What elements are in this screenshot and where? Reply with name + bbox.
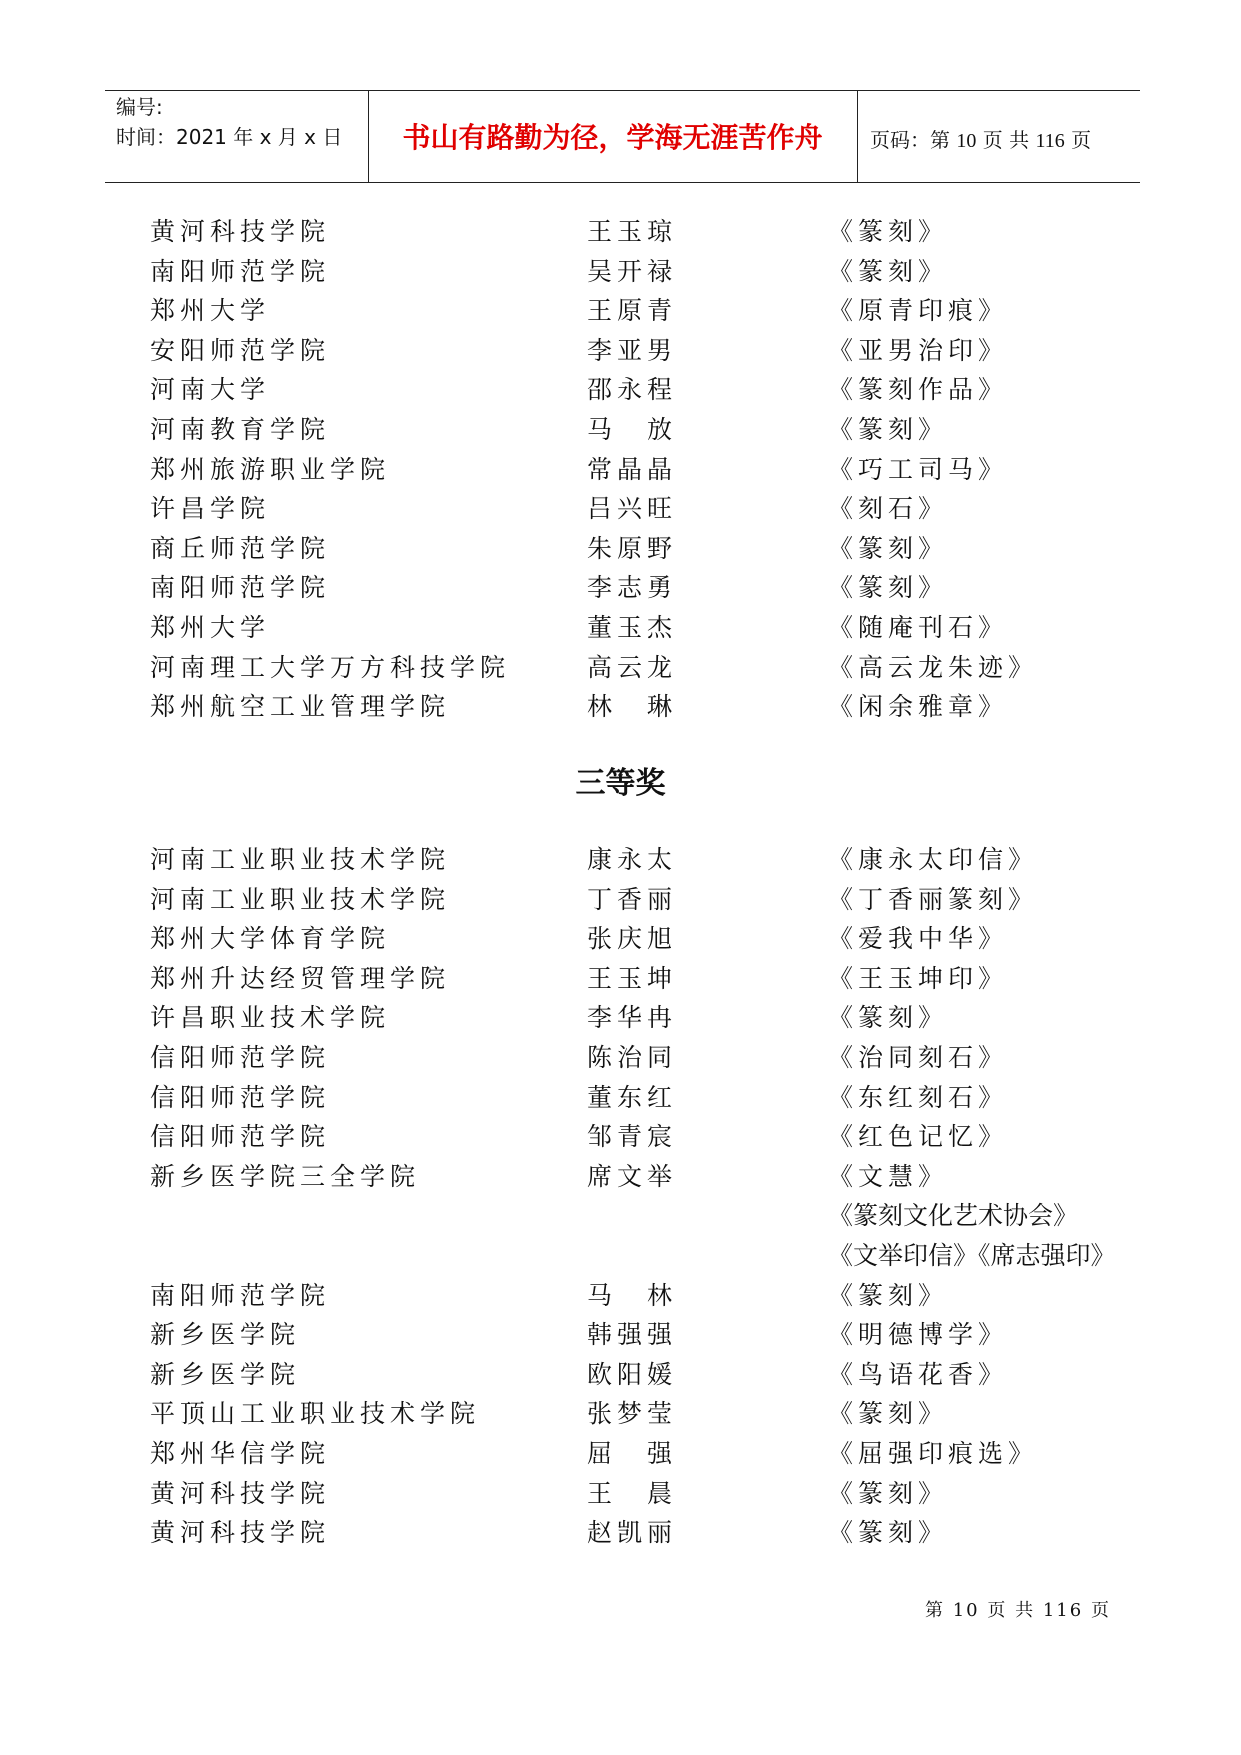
winner-name: 邹青宸 xyxy=(587,1122,678,1152)
footer-prefix: 第 xyxy=(925,1600,945,1621)
work-title: 《东红刻石》 xyxy=(828,1082,1009,1112)
work-title: 《篆刻》 xyxy=(828,1399,949,1429)
page-current: 10 xyxy=(956,130,977,152)
work-title: 《原青印痕》 xyxy=(828,296,1009,326)
school-name: 郑州大学 xyxy=(150,296,271,326)
work-title: 《篆刻文化艺术协会》 xyxy=(828,1201,1079,1231)
winner-name: 朱原野 xyxy=(587,533,678,563)
work-title: 《篆刻》 xyxy=(828,573,949,603)
winner-name: 李华冉 xyxy=(587,1003,678,1033)
work-title: 《王玉坤印》 xyxy=(828,963,1009,993)
header-meta xyxy=(116,92,342,152)
work-title: 《随庵刊石》 xyxy=(828,612,1009,642)
page-total: 116 xyxy=(1035,130,1065,152)
school-name: 黄河科技学院 xyxy=(150,1478,331,1508)
page-prefix: 页码：第 xyxy=(870,128,950,152)
school-name: 河南工业职业技术学院 xyxy=(150,845,451,874)
page-suffix: 页 xyxy=(1071,128,1092,152)
winner-name: 董玉杰 xyxy=(587,612,678,642)
winner-name: 王玉坤 xyxy=(587,963,678,993)
work-title: 《屈强印痕选》 xyxy=(828,1438,1039,1468)
work-title: 《巧工司马》 xyxy=(828,454,1009,484)
time-label: 时间：2021 年 x 月 x 日 xyxy=(116,125,343,149)
work-title: 《篆刻》 xyxy=(828,1518,949,1548)
winner-name: 赵凯丽 xyxy=(587,1518,678,1548)
work-title: 《文慧》 xyxy=(828,1161,949,1191)
school-name: 郑州大学 xyxy=(150,612,271,642)
school-name: 新乡医学院 xyxy=(150,1359,301,1389)
school-name: 河南大学 xyxy=(150,375,271,405)
school-name: 郑州航空工业管理学院 xyxy=(150,692,451,722)
winner-name: 邵永程 xyxy=(587,375,678,405)
school-name: 河南教育学院 xyxy=(150,414,331,444)
winner-name: 丁香丽 xyxy=(587,884,678,914)
school-name: 郑州升达经贸管理学院 xyxy=(150,963,451,993)
footer-suffix: 页 xyxy=(1090,1600,1111,1621)
school-name: 郑州大学体育学院 xyxy=(150,924,391,954)
work-title: 《高云龙朱迹》 xyxy=(828,652,1039,682)
school-name: 河南工业职业技术学院 xyxy=(150,884,451,914)
work-title: 《篆刻》 xyxy=(828,533,949,563)
winner-name: 韩强强 xyxy=(587,1320,678,1350)
page-footer xyxy=(925,1596,1111,1622)
work-title: 《治同刻石》 xyxy=(828,1042,1009,1072)
work-title: 《刻石》 xyxy=(828,494,949,524)
footer-mid: 页 共 xyxy=(987,1600,1036,1621)
work-title: 《篆刻》 xyxy=(828,1280,949,1310)
serial-label: 编号: xyxy=(116,95,163,119)
work-title: 《明德博学》 xyxy=(828,1320,1009,1350)
winner-name: 马 林 xyxy=(587,1280,678,1310)
winner-name: 林 琳 xyxy=(587,692,678,722)
winner-name: 高云龙 xyxy=(587,652,678,682)
school-name: 南阳师范学院 xyxy=(150,256,331,286)
winner-name: 吴开禄 xyxy=(587,256,678,286)
winner-name: 李志勇 xyxy=(587,573,678,603)
header-bottom-rule xyxy=(105,182,1140,183)
work-title: 《篆刻作品》 xyxy=(828,375,1009,405)
work-title: 《红色记忆》 xyxy=(828,1122,1009,1152)
school-name: 安阳师范学院 xyxy=(150,335,331,365)
school-name: 新乡医学院 xyxy=(150,1320,301,1350)
winner-name: 席文举 xyxy=(587,1161,678,1191)
winner-name: 张庆旭 xyxy=(587,924,678,954)
header-divider-right xyxy=(857,91,858,182)
school-name: 平顶山工业职业技术学院 xyxy=(150,1399,481,1429)
work-title: 《康永太印信》 xyxy=(828,845,1039,874)
page-mid: 页 共 xyxy=(982,128,1030,152)
school-name: 黄河科技学院 xyxy=(150,217,331,246)
winner-name: 王原青 xyxy=(587,296,678,326)
work-title: 《鸟语花香》 xyxy=(828,1359,1009,1389)
winner-name: 欧阳媛 xyxy=(587,1359,678,1389)
school-name: 南阳师范学院 xyxy=(150,1280,331,1310)
school-name: 商丘师范学院 xyxy=(150,533,331,563)
school-name: 许昌学院 xyxy=(150,494,271,524)
footer-current: 10 xyxy=(952,1600,980,1621)
section-title-third-prize: 三等奖 xyxy=(575,766,666,801)
winner-name: 康永太 xyxy=(587,845,678,874)
winner-name: 董东红 xyxy=(587,1082,678,1112)
work-title: 《篆刻》 xyxy=(828,1003,949,1033)
school-name: 南阳师范学院 xyxy=(150,573,331,603)
school-name: 河南理工大学万方科技学院 xyxy=(150,652,511,682)
work-title: 《篆刻》 xyxy=(828,414,949,444)
winner-name: 吕兴旺 xyxy=(587,494,678,524)
school-name: 信阳师范学院 xyxy=(150,1122,331,1152)
school-name: 信阳师范学院 xyxy=(150,1082,331,1112)
school-name: 黄河科技学院 xyxy=(150,1518,331,1548)
winner-name: 张梦莹 xyxy=(587,1399,678,1429)
work-title: 《篆刻》 xyxy=(828,217,949,246)
work-title: 《篆刻》 xyxy=(828,1478,949,1508)
winner-name: 陈治同 xyxy=(587,1042,678,1072)
header-page-info xyxy=(870,124,1091,153)
winner-name: 常晶晶 xyxy=(587,454,678,484)
work-title: 《文举印信》《席志强印》 xyxy=(828,1240,1116,1270)
work-title: 《闲余雅章》 xyxy=(828,692,1009,722)
winner-name: 王 晨 xyxy=(587,1478,678,1508)
header-motto: 书山有路勤为径，学海无涯苦作舟 xyxy=(402,121,823,154)
school-name: 新乡医学院三全学院 xyxy=(150,1161,421,1191)
winner-name: 李亚男 xyxy=(587,335,678,365)
work-title: 《亚男治印》 xyxy=(828,335,1009,365)
school-name: 郑州华信学院 xyxy=(150,1438,331,1468)
school-name: 郑州旅游职业学院 xyxy=(150,454,391,484)
header-top-rule xyxy=(105,90,1140,91)
winner-name: 王玉琼 xyxy=(587,217,678,246)
school-name: 信阳师范学院 xyxy=(150,1042,331,1072)
winner-name: 马 放 xyxy=(587,414,678,444)
work-title: 《爱我中华》 xyxy=(828,924,1009,954)
school-name: 许昌职业技术学院 xyxy=(150,1003,391,1033)
work-title: 《丁香丽篆刻》 xyxy=(828,884,1039,914)
work-title: 《篆刻》 xyxy=(828,256,949,286)
footer-total: 116 xyxy=(1042,1600,1084,1621)
winner-name: 屈 强 xyxy=(587,1438,678,1468)
